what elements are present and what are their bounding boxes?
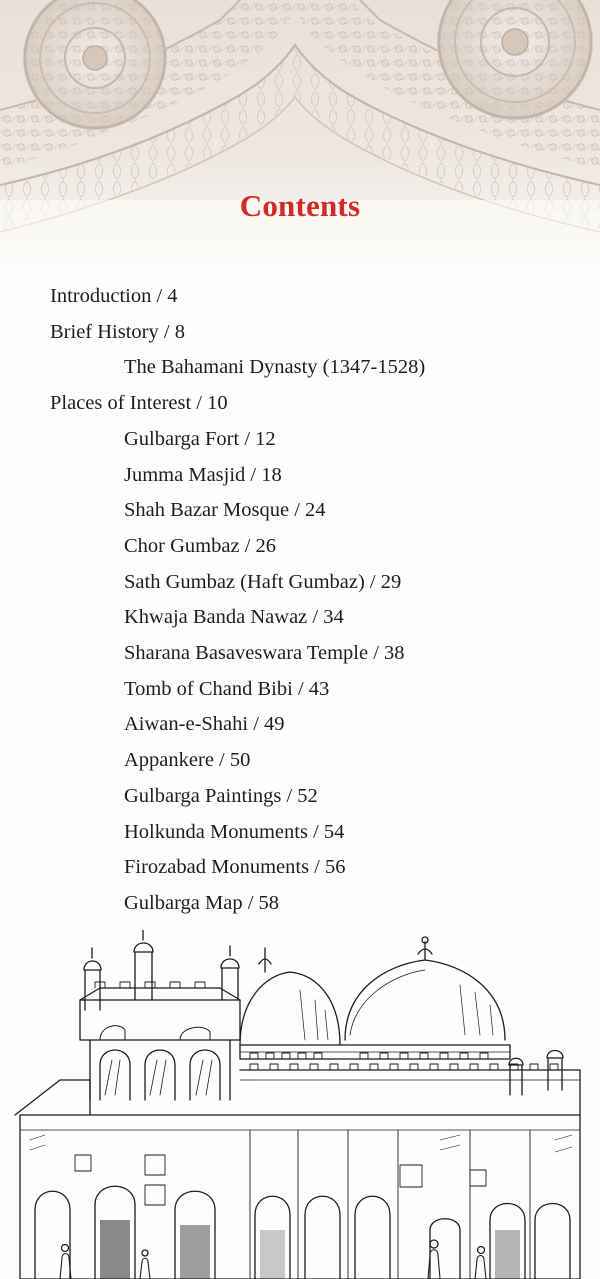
toc-entry: Gulbarga Map / 58 — [124, 892, 280, 914]
toc-entry: Places of Interest / 10 — [50, 392, 228, 414]
toc-entry: The Bahamani Dynasty (1347-1528) — [124, 356, 426, 378]
toc-entry: Brief History / 8 — [50, 321, 185, 343]
page-title: Contents — [239, 188, 361, 223]
toc-entry: Gulbarga Fort / 12 — [124, 428, 276, 450]
toc-entry: Shah Bazar Mosque / 24 — [124, 499, 326, 521]
toc-entry: Gulbarga Paintings / 52 — [124, 785, 318, 807]
toc-entry: Tomb of Chand Bibi / 43 — [124, 678, 330, 700]
mosque-sketch-illustration — [0, 930, 600, 1279]
carved-stone-header-image — [0, 0, 600, 280]
toc-entry: Firozabad Monuments / 56 — [124, 856, 346, 878]
toc-entry: Holkunda Monuments / 54 — [124, 821, 345, 843]
toc-entry: Appankere / 50 — [124, 749, 251, 771]
toc-entry: Introduction / 4 — [50, 285, 178, 307]
toc-entry: Chor Gumbaz / 26 — [124, 535, 277, 557]
toc-entry: Sath Gumbaz (Haft Gumbaz) / 29 — [124, 571, 402, 593]
toc-entry: Aiwan-e-Shahi / 49 — [124, 713, 285, 735]
toc-entry: Jumma Masjid / 18 — [124, 464, 282, 486]
toc-entry: Khwaja Banda Nawaz / 34 — [124, 606, 344, 628]
toc-entry: Sharana Basaveswara Temple / 38 — [124, 642, 405, 664]
